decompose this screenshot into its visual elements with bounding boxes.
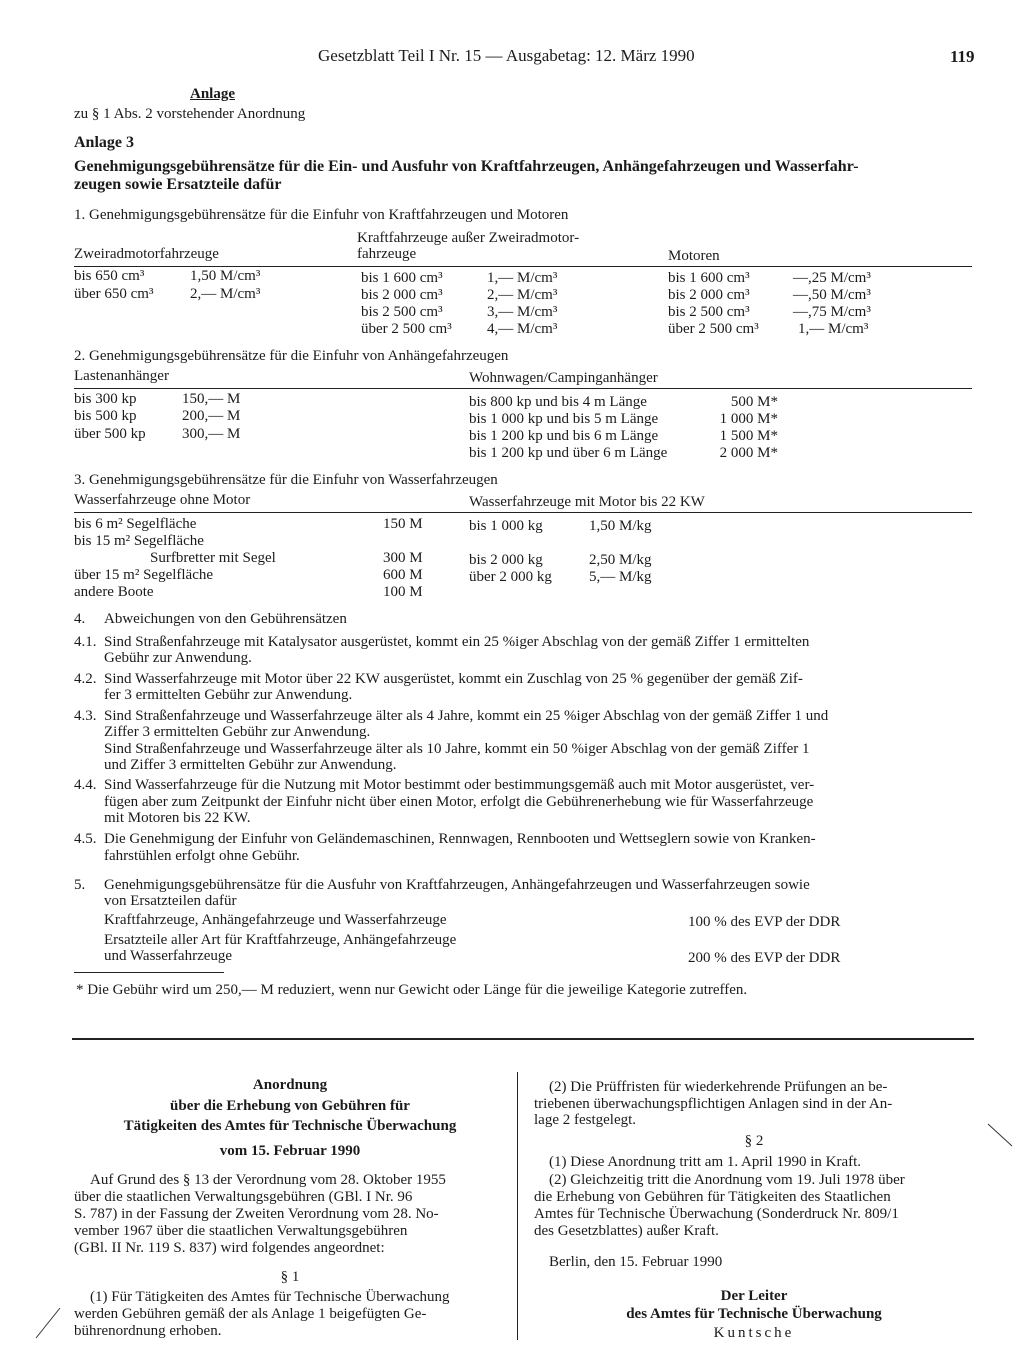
section5-number: 5.: [74, 877, 86, 893]
list-item-value: 200,— M: [182, 408, 241, 424]
list-item-value: —,25 M/cm³: [793, 270, 871, 286]
section4-title: Abweichungen von den Gebührensätzen: [104, 611, 347, 627]
list-item: bis 1 200 kp und bis 6 m Länge: [469, 428, 659, 444]
list-item-value: 150,— M: [182, 391, 241, 407]
list-item-value: 4,— M/cm³: [487, 321, 558, 337]
section2-col1-head: Lastenanhänger: [74, 368, 169, 384]
item-number: 4.5.: [74, 831, 97, 847]
item-number: 4.3.: [74, 708, 97, 724]
list-item: bis 1 000 kp und bis 5 m Länge: [469, 411, 659, 427]
list-item: bis 300 kp: [74, 391, 137, 407]
section5-text: Genehmigungsgebührensätze für die Ausfuhr von Kraftfahrzeugen, Anhängefahrzeugen und Wasserfahrzeugen sowie: [104, 877, 810, 893]
place-date: Berlin, den 15. Februar 1990: [549, 1254, 723, 1270]
item-text: Die Genehmigung der Einfuhr von Geländemaschinen, Rennwagen, Rennbooten und Wettseglern sowie von Kranken-: [104, 831, 816, 847]
section3-col2-head: Wasserfahrzeuge mit Motor bis 22 KW: [469, 494, 705, 510]
section1-title: 1. Genehmigungsgebührensätze für die Einfuhr von Kraftfahrzeugen und Motoren: [74, 207, 569, 223]
paragraph-line: vember 1967 über die staatlichen Verwaltungsgebühren: [74, 1223, 408, 1239]
list-item-value: 300 M: [383, 550, 423, 566]
list-item: über 15 m² Segelfläche: [74, 567, 214, 583]
paragraph-line: werden Gebühren gemäß der als Anlage 1 beigefügten Ge-: [74, 1306, 427, 1322]
anlage-label: Anlage: [190, 86, 235, 102]
anlage-heading-line2: zeugen sowie Ersatzteile dafür: [74, 176, 282, 193]
item-text: Ziffer 3 ermittelten Gebühr zur Anwendung.: [104, 724, 371, 740]
anordnung-date: vom 15. Februar 1990: [219, 1143, 361, 1159]
section5-row-label: Kraftfahrzeuge, Anhängefahrzeuge und Wasserfahrzeuge: [104, 912, 447, 928]
list-item-value: 1,— M/cm³: [487, 270, 558, 286]
item-text: mit Motoren bis 22 KW.: [104, 810, 251, 826]
header-title: Gesetzblatt Teil I Nr. 15 — Ausgabetag: 12. März 1990: [318, 46, 695, 65]
anordnung-subtitle: über die Erhebung von Gebühren für: [170, 1098, 410, 1114]
section5-row-value: 100 % des EVP der DDR: [688, 914, 841, 930]
list-item: bis 500 kp: [74, 408, 137, 424]
paragraph-line: S. 787) in der Fassung der Zweiten Verordnung vom 28. No-: [74, 1206, 439, 1222]
section1-col1-head: Zweiradmotorfahrzeuge: [74, 246, 219, 262]
list-item-value: 1 500 M*: [719, 428, 778, 444]
section3-title: 3. Genehmigungsgebührensätze für die Einfuhr von Wasserfahrzeugen: [74, 472, 498, 488]
paragraph-line: (1) Für Tätigkeiten des Amtes für Technische Überwachung: [90, 1289, 450, 1305]
list-item: bis 650 cm³: [74, 268, 145, 284]
scan-mark: [36, 1308, 60, 1338]
list-item: bis 2 000 cm³: [668, 287, 750, 303]
section3-col1-head: Wasserfahrzeuge ohne Motor: [74, 492, 251, 508]
item-text: fügen aber zum Zeitpunkt der Einfuhr nicht über einen Motor, erfolgt die Gebührenerhebung wie für Wasserfahrzeuge: [104, 794, 814, 810]
list-item-value: 500 M*: [730, 394, 778, 410]
footnote: * Die Gebühr wird um 250,— M reduziert, wenn nur Gewicht oder Länge für die jeweilige Kategorie zutreffen.: [76, 982, 748, 998]
item-text: Sind Straßenfahrzeuge und Wasserfahrzeuge älter als 4 Jahre, kommt ein 25 %iger Abschlag von der gemäß Ziffer 1 und: [104, 708, 829, 724]
list-item: über 2 500 cm³: [361, 321, 452, 337]
list-item-value: 1,— M/cm³: [798, 321, 869, 337]
anordnung-title: Anordnung: [252, 1077, 328, 1093]
list-item: bis 6 m² Segelfläche: [74, 516, 197, 532]
list-item-value: —,50 M/cm³: [793, 287, 871, 303]
page-number: 119: [950, 47, 975, 66]
item-number: 4.1.: [74, 634, 97, 650]
list-item: bis 1 000 kg: [469, 518, 543, 534]
list-item: bis 1 600 cm³: [668, 270, 750, 286]
section5-row-label: Ersatzteile aller Art für Kraftfahrzeuge, Anhängefahrzeuge: [104, 932, 457, 948]
signature-office: des Amtes für Technische Überwachung: [626, 1306, 882, 1322]
paragraph-line: über die staatlichen Verwaltungsgebühren (GBl. I Nr. 96: [74, 1189, 413, 1205]
list-item: über 2 500 cm³: [668, 321, 759, 337]
paragraph-line: bührenordnung erhoben.: [74, 1323, 222, 1339]
list-item-value: 1 000 M*: [719, 411, 778, 427]
list-item: bis 1 600 cm³: [361, 270, 443, 286]
list-item-value: 150 M: [383, 516, 423, 532]
section1-col2-head-line2: fahrzeuge: [357, 246, 417, 262]
paragraph-line: des Gesetzblattes) außer Kraft.: [534, 1223, 719, 1239]
paragraph-line: die Erhebung von Gebühren für Tätigkeiten des Staatlichen: [534, 1189, 891, 1205]
item-text: Gebühr zur Anwendung.: [104, 650, 252, 666]
list-item-value: 100 M: [383, 584, 423, 600]
list-item: Surfbretter mit Segel: [150, 550, 276, 566]
anlage-title: Anlage 3: [74, 134, 134, 151]
scan-mark: [988, 1124, 1012, 1146]
list-item-value: 2,50 M/kg: [589, 552, 652, 568]
item-text: und Ziffer 3 ermittelten Gebühr zur Anwendung.: [104, 757, 397, 773]
paragraph-heading: § 1: [280, 1269, 300, 1285]
list-item: andere Boote: [74, 584, 154, 600]
section2-title: 2. Genehmigungsgebührensätze für die Einfuhr von Anhängefahrzeugen: [74, 348, 509, 364]
item-text: Sind Straßenfahrzeuge mit Katalysator ausgerüstet, kommt ein 25 %iger Abschlag von der gemäß Ziffer 1 ermittelten: [104, 634, 810, 650]
item-text: fahrstühlen erfolgt ohne Gebühr.: [104, 848, 300, 864]
list-item-value: 1,50 M/cm³: [190, 268, 261, 284]
signature-title: Der Leiter: [720, 1288, 788, 1304]
item-number: 4.4.: [74, 777, 97, 793]
item-text: Sind Wasserfahrzeuge mit Motor über 22 KW ausgerüstet, kommt ein Zuschlag von 25 % gegenüber der gemäß Zif-: [104, 671, 803, 687]
anordnung-subtitle: Tätigkeiten des Amtes für Technische Überwachung: [123, 1118, 457, 1134]
section1-col2-head-line1: Kraftfahrzeuge außer Zweiradmotor-: [357, 230, 580, 246]
item-text: Sind Straßenfahrzeuge und Wasserfahrzeuge älter als 10 Jahre, kommt ein 50 %iger Abschlag von der gemäß Ziffer 1: [104, 741, 810, 757]
section5-text: von Ersatzteilen dafür: [104, 893, 237, 909]
list-item-value: 300,— M: [182, 426, 241, 442]
paragraph-line: Amtes für Technische Überwachung (Sonderdruck Nr. 809/1: [534, 1206, 899, 1222]
anlage-heading-line1: Genehmigungsgebührensätze für die Ein- und Ausfuhr von Kraftfahrzeugen, Anhängefahrzeugen und Wasserfahr-: [74, 158, 859, 175]
paragraph-line: (2) Die Prüffristen für wiederkehrende Prüfungen an be-: [549, 1079, 888, 1095]
paragraph-line: (1) Diese Anordnung tritt am 1. April 1990 in Kraft.: [549, 1154, 862, 1170]
paragraph-line: triebenen überwachungspflichtigen Anlagen sind in der An-: [534, 1096, 893, 1112]
signature-name: Kuntsche: [713, 1325, 795, 1341]
section4-number: 4.: [74, 611, 86, 627]
paragraph-line: Auf Grund des § 13 der Verordnung vom 28. Oktober 1955: [90, 1172, 446, 1188]
paragraph-line: (2) Gleichzeitig tritt die Anordnung vom 19. Juli 1978 über: [549, 1172, 905, 1188]
item-text: Sind Wasserfahrzeuge für die Nutzung mit Motor bestimmt oder bestimmungsgemäß auch mit Motor ausgerüstet, ver-: [104, 777, 815, 793]
list-item-value: 1,50 M/kg: [589, 518, 652, 534]
item-text: fer 3 ermittelten Gebühr zur Anwendung.: [104, 687, 353, 703]
section5-row-label: und Wasserfahrzeuge: [104, 948, 233, 964]
list-item: über 650 cm³: [74, 286, 154, 302]
list-item-value: —,75 M/cm³: [793, 304, 871, 320]
list-item: bis 1 200 kp und über 6 m Länge: [469, 445, 668, 461]
section1-col3-head: Motoren: [668, 248, 720, 264]
item-number: 4.2.: [74, 671, 97, 687]
anlage-reference: zu § 1 Abs. 2 vorstehender Anordnung: [74, 106, 306, 122]
section5-row-value: 200 % des EVP der DDR: [688, 950, 841, 966]
paragraph-line: lage 2 festgelegt.: [534, 1112, 637, 1128]
list-item: bis 2 000 kg: [469, 552, 543, 568]
list-item-value: 2,— M/cm³: [190, 286, 261, 302]
list-item-value: 2,— M/cm³: [487, 287, 558, 303]
list-item-value: 600 M: [383, 567, 423, 583]
list-item: bis 15 m² Segelfläche: [74, 533, 204, 549]
list-item-value: 5,— M/kg: [589, 569, 652, 585]
list-item: bis 2 500 cm³: [668, 304, 750, 320]
list-item: über 500 kp: [74, 426, 146, 442]
list-item-value: 2 000 M*: [719, 445, 778, 461]
list-item: bis 2 500 cm³: [361, 304, 443, 320]
paragraph-line: (GBl. II Nr. 119 S. 837) wird folgendes angeordnet:: [74, 1240, 385, 1256]
list-item: über 2 000 kg: [469, 569, 552, 585]
list-item: bis 2 000 cm³: [361, 287, 443, 303]
list-item: bis 800 kp und bis 4 m Länge: [469, 394, 647, 410]
section2-col2-head: Wohnwagen/Campinganhänger: [469, 370, 658, 386]
paragraph-heading: § 2: [744, 1133, 764, 1149]
list-item-value: 3,— M/cm³: [487, 304, 558, 320]
